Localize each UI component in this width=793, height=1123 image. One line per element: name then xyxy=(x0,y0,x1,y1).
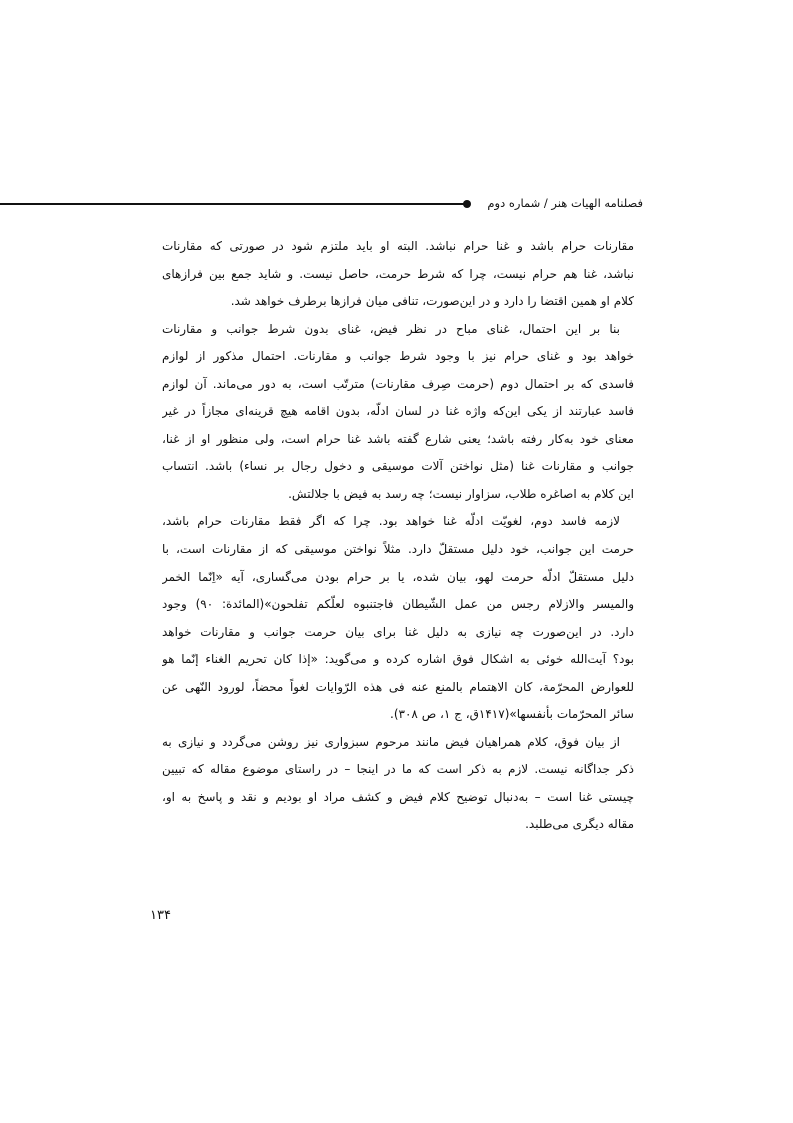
body-line: چیستی غنا است – به‌دنبال توضیح کلام فیض و کشف مراد او بودیم و نقد و پاسخ به او، xyxy=(162,789,634,804)
body-line: والمیسر والازلام رجس من عمل الشّیطان فاجتنبوه لعلّکم تفلحون»(المائدة: ۹۰) وجود xyxy=(162,597,634,612)
body-line: معنای خود به‌کار رفته باشد؛ یعنی شارع گفته باشد غنا حرام است، ولی منظور او از غنا، xyxy=(162,431,634,446)
body-line: لازمه فاسد دوم، لغویّت ادلّه غنا خواهد بود. چرا که اگر فقط مقارنات حرام باشد، xyxy=(162,514,620,529)
article-body xyxy=(162,233,634,839)
body-line: للعوارض المحرّمة، کان الاهتمام بالمنع عنه فی هذه الرّوایات لغواً محضاً، لورود النّهی عن xyxy=(162,679,634,694)
body-line: حرمت این جوانب، خود دلیل مستقلّ دارد. مثلاً نواختن موسیقی که از مقارنات است، با xyxy=(162,542,634,557)
running-title: فصلنامه الهیات هنر / شماره دوم xyxy=(487,196,643,210)
body-line: فاسد عبارتند از یکی این‌که واژه غنا در لسان ادلّه، بدون اقامه هیچ قرینه‌ای مجازاً در غیر xyxy=(162,404,634,419)
body-line: مقاله دیگری می‌طلبد. xyxy=(525,817,634,832)
body-line: دلیل مستقلّ ادلّه حرمت لهو، بیان شده، یا بر حرام بودن می‌گساری، آیه «اِنّما الخمر xyxy=(162,569,634,584)
body-line: سائر المحرّمات بأنفسها»(۱۴۱۷ق، ج ۱، ص ۳۰۸). xyxy=(390,707,634,722)
body-line: بود؟ آیت‌الله خوئی به اشکال فوق اشاره کرده و می‌گوید: «إذا کان تحریم الغناء إنّما هو xyxy=(162,652,634,667)
body-line: خواهد بود و غنای حرام نیز با وجود شرط جوانب و مقارنات. احتمال مذکور از لوازم xyxy=(162,349,634,364)
body-line: نباشد، غنا هم حرام نیست، چرا که شرط حرمت، حاصل نیست. و شاید جمع بین فرازهای xyxy=(162,266,634,281)
body-line: این کلام به اصاغره طلاب، سزاوار نیست؛ چه رسد به فیض با جلالتش. xyxy=(288,486,634,501)
body-line: از بیان فوق، کلام همراهیان فیض مانند مرحوم سبزواری نیز روشن می‌گردد و نیازی به xyxy=(162,734,620,749)
header-dot xyxy=(463,200,471,208)
header-rule xyxy=(0,203,465,205)
body-line: دارد. در این‌صورت چه نیازی به دلیل غنا برای بیان حرمت جوانب و مقارنات خواهد xyxy=(162,624,634,639)
body-line: مقارنات حرام باشد و غنا حرام نباشد. البته او باید ملتزم شود در صورتی که مقارنات xyxy=(162,239,634,253)
page-number: ۱۳۴ xyxy=(150,908,171,923)
body-line: فاسدی که بر احتمال دوم (حرمت صِرف مقارنات) مترتّب است، به دور می‌ماند. آن لوازم xyxy=(162,376,634,391)
body-line: کلام او همین اقتضا را دارد و در این‌صورت، تنافی میان فرازها برطرف خواهد شد. xyxy=(230,294,634,309)
body-line: بنا بر این احتمال، غنای مباح در نظر فیض، غنای بدون شرط جوانب و مقارنات xyxy=(162,321,620,336)
body-line: ذکر جداگانه نیست. لازم به ذکر است که ما در اینجا – در راستای موضوع مقاله که تبیین xyxy=(162,762,634,777)
body-line: جوانب و مقارنات غنا (مثل نواختن آلات موسیقی و دخول رجال بر نساء) باشد. انتساب xyxy=(162,459,634,474)
